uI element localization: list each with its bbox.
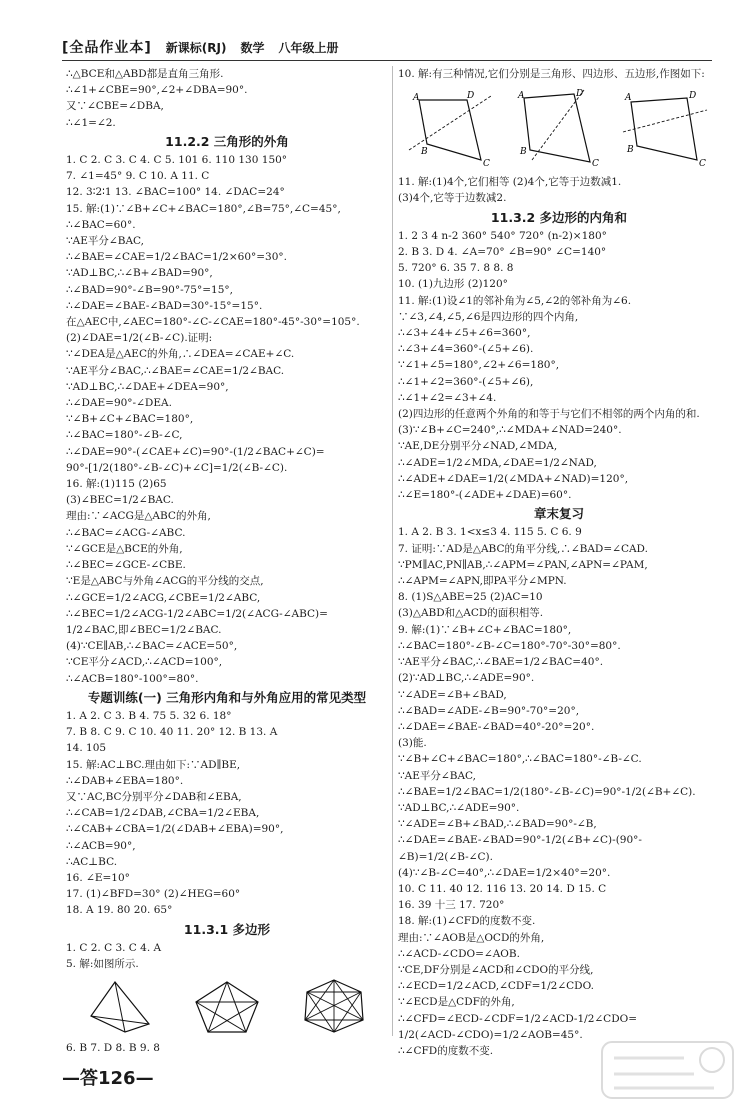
answer-line: ∴∠BAD=90°-∠B=90°-75°=15°, <box>66 283 233 296</box>
answer-line: 11. 解:(1)设∠1的邻补角为∠5,∠2的邻补角为∠6. <box>398 294 632 307</box>
answer-line: (3)∠BEC=1/2∠BAC. <box>66 494 174 507</box>
q11-block <box>398 174 720 206</box>
answer-line: ∴∠ACB=90°, <box>66 839 136 852</box>
answer-line: ∴∠DAE=90°-(∠CAE+∠C)=90°-(1/2∠BAC+∠C)= <box>66 445 325 458</box>
answer-line: 16. 39 十三 17. 720° <box>398 899 505 912</box>
answer-line: 1. A 2. B 3. 1<x≤3 4. 115 5. C 6. 9 <box>398 526 582 539</box>
answer-line: 理由:∵∠ACG是△ABC的外角, <box>66 510 211 523</box>
answer-line: 14. 105 <box>66 742 107 755</box>
answer-line: 5. 解:如图所示. <box>66 957 139 970</box>
answer-line: 9. 解:(1)∵∠B+∠C+∠BAC=180°, <box>398 623 572 636</box>
answer-line: ∴∠APM=∠APN,即PA平分∠MPN. <box>398 575 567 588</box>
answer-line: ∵∠DEA是△AEC的外角,∴∠DEA=∠CAE+∠C. <box>66 348 295 361</box>
label-b: B <box>519 147 527 158</box>
answer-line: ∵∠B+∠C+∠BAC=180°,∴∠BAC=180°-∠B-∠C. <box>398 753 642 766</box>
answer-line: 90°-[1/2(180°-∠B-∠C)+∠C]=1/2(∠B-∠C). <box>66 461 288 474</box>
pentagon-cut-diagram <box>621 88 711 168</box>
answer-line: ∴∠BAE=1/2∠BAC=1/2(180°-∠B-∠C)=90°-1/2(∠B+∠C). <box>398 785 696 798</box>
quadrilateral-cut-diagram <box>514 88 604 168</box>
answer-line: ∴∠GCE=1/2∠ACG,∠CBE=1/2∠ABC, <box>66 591 261 604</box>
label-b: B <box>420 147 428 158</box>
answer-line: ∵PM∥AC,PN∥AB,∴∠APM=∠PAN,∠APN=∠PAM, <box>398 558 648 571</box>
answer-line: ∴∠ACB=180°-100°=80°. <box>66 672 199 685</box>
right-column <box>398 66 720 1057</box>
label-a: A <box>625 93 632 104</box>
answer-line: 17. (1)∠BFD=30° (2)∠HEG=60° <box>66 888 241 901</box>
answer-line: (3)能. <box>398 737 427 750</box>
answer-line: ∵AD⊥BC,∴∠ADE=90°. <box>398 801 520 814</box>
answer-line: ∴∠BAC=180°-∠B-∠C=180°-70°-30°=80°. <box>398 639 621 652</box>
answer-line: 16. 解:(1)115 (2)65 <box>66 478 167 491</box>
answer-line: ∵CE,DF分别是∠ACD和∠CDO的平分线, <box>398 963 594 976</box>
answer-line: ∴∠DAE=∠BAE-∠BAD=40°-20°=20°. <box>398 720 595 733</box>
answer-line: 11. 解:(1)4个,它们相等 (2)4个,它等于边数减1. <box>398 176 622 189</box>
section-11-3-1-tail: 6. B 7. D 8. B 9. 8 <box>66 1042 160 1055</box>
answer-line: ∵AE平分∠BAC, <box>398 769 477 782</box>
answer-line: 理由:∵∠AOB是△OCD的外角, <box>398 931 545 944</box>
answer-line: 18. A 19. 80 20. 65° <box>66 904 173 917</box>
answer-line: ∴∠CFD=∠ECD-∠CDF=1/2∠ACD-1/2∠CDO= <box>398 1012 638 1025</box>
answer-line: 1/2(∠ACD-∠CDO)=1/2∠AOB=45°. <box>398 1028 583 1041</box>
section-11-2-2-answers <box>66 152 388 687</box>
running-header <box>62 36 702 58</box>
brand: [全品作业本] <box>62 40 152 56</box>
answer-line: (2)四边形的任意两个外角的和等于与它们不相邻的两个内角的和. <box>398 408 700 421</box>
section-title-11-2-2: 11.2.2 三角形的外角 <box>165 133 289 149</box>
pentagon-diagonals-diagram <box>192 978 262 1034</box>
label-d: D <box>689 91 697 102</box>
answer-line: (2)∵AD⊥BC,∴∠ADE=90°. <box>398 672 535 685</box>
answer-line: ∴∠1+∠2=360°-(∠5+∠6), <box>398 375 534 388</box>
answer-line: ∴∠DAB+∠EBA=180°. <box>66 774 184 787</box>
answer-line: ∵∠B+∠C+∠BAC=180°, <box>66 413 194 426</box>
cut-shapes-figure <box>398 88 720 168</box>
intro-block <box>66 66 388 131</box>
answer-line: ∵AE平分∠BAC, <box>66 235 145 248</box>
grade: 八年级上册 <box>278 40 339 55</box>
answer-line: (2)∠DAE=1/2(∠B-∠C).证明: <box>66 332 213 345</box>
answer-line: 15. 解:(1)∵∠B+∠C+∠BAC=180°,∠B=75°,∠C=45°, <box>66 202 341 215</box>
quadrilateral-diagonals-diagram <box>85 978 155 1034</box>
answer-line: 12. 3∶2∶1 13. ∠BAC=100° 14. ∠DAC=24° <box>66 186 285 199</box>
answer-line: ∵AE平分∠BAC,∴∠BAE=1/2∠BAC=40°. <box>398 656 604 669</box>
answer-line: ∴∠3+∠4+∠5+∠6=360°, <box>398 327 531 340</box>
answer-line: ∵AE,DE分别平分∠NAD,∠MDA, <box>398 440 558 453</box>
answer-line: ∴∠BAD=∠ADE-∠B=90°-70°=20°, <box>398 704 580 717</box>
section-11-3-2-answers <box>398 228 720 503</box>
answer-line: ∵∠GCE是△BCE的外角, <box>66 542 183 555</box>
answer-line: 5. 720° 6. 35 7. 8 8. 8 <box>398 262 514 275</box>
answer-line: ∴∠BAC=60°. <box>66 218 136 231</box>
answer-line: (3)∵∠B+∠C=240°,∴∠MDA+∠NAD=240°. <box>398 424 622 437</box>
header-rule <box>62 60 712 61</box>
answer-line: ∴∠3+∠4=360°-(∠5+∠6). <box>398 343 534 356</box>
page-number: —答126— <box>62 1068 154 1089</box>
answer-line: 7. ∠1=45° 9. C 10. A 11. C <box>66 170 210 183</box>
label-c: C <box>699 159 707 170</box>
polygon-diagonals-figure <box>66 978 388 1034</box>
answer-line: ∴AC⊥BC. <box>66 855 118 868</box>
answer-line: 2. B 3. D 4. ∠A=70° ∠B=90° ∠C=140° <box>398 246 607 259</box>
answer-line: 1/2∠BAC,即∠BEC=1/2∠BAC. <box>66 623 222 636</box>
answer-line: ∴∠BAC=180°-∠B-∠C, <box>66 429 183 442</box>
section-title-special-training: 专题训练(一) 三角形内角和与外角应用的常见类型 <box>87 689 367 705</box>
label-d: D <box>575 89 584 100</box>
answer-line: ∵∠ADE=∠B+∠BAD,∴∠BAD=90°-∠B, <box>398 818 597 831</box>
answer-line: 8. (1)S△ABE=25 (2)AC=10 <box>398 591 543 604</box>
answer-line: ∵CE平分∠ACD,∴∠ACD=100°, <box>66 656 223 669</box>
answer-line: ∵E是△ABC与外角∠ACG的平分线的交点, <box>66 575 264 588</box>
section-title-11-3-1: 11.3.1 多边形 <box>183 921 271 937</box>
subject: 数学 <box>240 40 265 55</box>
hexagon-diagonals-diagram <box>299 978 369 1034</box>
answer-line: ∴∠ADE=1/2∠MDA,∠DAE=1/2∠NAD, <box>398 456 597 469</box>
label-d: D <box>466 91 474 102</box>
answer-line: (3)△ABD和△ACD的面积相等. <box>398 607 544 620</box>
answer-line: 10. (1)九边形 (2)120° <box>398 278 508 291</box>
answer-line: ∵∠1+∠5=180°,∠2+∠6=180°, <box>398 359 560 372</box>
answer-line: ∴∠ECD=1/2∠ACD,∠CDF=1/2∠CDO. <box>398 980 594 993</box>
answer-line: 1. 2 3 4 n-2 360° 540° 720° (n-2)×180° <box>398 229 607 242</box>
answer-line: ∴∠ADE+∠DAE=1/2(∠MDA+∠NAD)=120°, <box>398 472 629 485</box>
label-c: C <box>591 159 599 170</box>
answer-line: ∴∠CAB=1/2∠DAB,∠CBA=1/2∠EBA, <box>66 807 260 820</box>
column-divider <box>392 66 393 1036</box>
answer-line: ∵AD⊥BC,∴∠B+∠BAD=90°, <box>66 267 213 280</box>
answer-line: ∴∠BAC=∠ACG-∠ABC. <box>66 526 186 539</box>
answer-line: ∴∠1+∠2=∠3+∠4. <box>398 391 497 404</box>
answer-line: ∴∠DAE=90°-∠DEA. <box>66 397 172 410</box>
watermark-logo <box>600 1040 735 1100</box>
answer-line: ∴∠BAE=∠CAE=1/2∠BAC=1/2×60°=30°. <box>66 251 287 264</box>
answer-line: 10. C 11. 40 12. 116 13. 20 14. D 15. C <box>398 882 607 895</box>
answer-line: ∴∠BEC=1/2∠ACG-1/2∠ABC=1/2(∠ACG-∠ABC)= <box>66 607 328 620</box>
answer-line: ∴∠ACD-∠CDO=∠AOB. <box>398 947 520 960</box>
left-column <box>66 66 388 1055</box>
answer-line: 1. A 2. C 3. B 4. 75 5. 32 6. 18° <box>66 709 232 722</box>
answer-line: ∴∠E=180°-(∠ADE+∠DAE)=60°. <box>398 489 572 502</box>
answer-line: (3)4个,它等于边数减2. <box>398 192 507 205</box>
answer-line: 16. ∠E=10° <box>66 871 130 884</box>
answer-line: ∵∠ADE=∠B+∠BAD, <box>398 688 507 701</box>
answer-line: ∴∠CFD的度数不变. <box>398 1044 494 1057</box>
answer-line: (4)∵CE∥AB,∴∠BAC=∠ACE=50°, <box>66 640 238 653</box>
chapter-review-answers <box>398 524 720 1059</box>
section-title-chapter-review: 章末复习 <box>533 506 584 522</box>
answer-line: 15. 解:AC⊥BC.理由如下:∵AD∥BE, <box>66 758 241 771</box>
triangle-cut-diagram <box>407 88 497 168</box>
label-a: A <box>517 91 525 102</box>
answer-line: ∴∠DAE=∠BAE-∠BAD=90°-1/2(∠B+∠C)-(90°- <box>398 834 642 847</box>
answer-line: (4)∵∠B-∠C=40°,∴∠DAE=1/2×40°=20°. <box>398 866 611 879</box>
answer-line: 7. B 8. C 9. C 10. 40 11. 20° 12. B 13. A <box>66 726 278 739</box>
answer-line: ∴∠1=∠2. <box>66 116 116 129</box>
answer-line: 1. C 2. C 3. C 4. C 5. 101 6. 110 130 150° <box>66 154 288 167</box>
label-c: C <box>482 159 490 170</box>
q10-block <box>398 66 720 82</box>
answer-line: 18. 解:(1)∠CFD的度数不变. <box>398 915 536 928</box>
answer-line: 7. 证明:∵AD是△ABC的角平分线,∴∠BAD=∠CAD. <box>398 542 648 555</box>
answer-line: ∴∠1+∠CBE=90°,∠2+∠DBA=90°. <box>66 84 248 97</box>
answer-line: ∵∠3,∠4,∠5,∠6是四边形的四个内角, <box>398 310 579 323</box>
section-title-11-3-2: 11.3.2 多边形的内角和 <box>490 209 628 225</box>
answer-line: 1. C 2. C 3. C 4. A <box>66 941 162 954</box>
edition: 新课标(RJ) <box>165 40 227 55</box>
answer-line: ∴∠CAB+∠CBA=1/2(∠DAB+∠EBA)=90°, <box>66 823 284 836</box>
answer-line: ∴∠DAE=∠BAE-∠BAD=30°-15°=15°. <box>66 299 263 312</box>
answer-line: ∠B)=1/2(∠B-∠C). <box>398 850 493 863</box>
special-training-answers <box>66 708 388 919</box>
answer-line: ∴∠BEC=∠GCE-∠CBE. <box>66 559 186 572</box>
label-b: B <box>627 145 634 156</box>
answer-line: ∵AD⊥BC,∴∠DAE+∠DEA=90°, <box>66 380 229 393</box>
answer-line: ∵∠ECD是△CDF的外角, <box>398 996 515 1009</box>
answer-line: 在△AEC中,∠AEC=180°-∠C-∠CAE=180°-45°-30°=105°. <box>66 316 360 329</box>
answer-line: 又∵∠CBE=∠DBA, <box>66 100 164 113</box>
label-a: A <box>412 93 420 104</box>
section-11-3-1-answers <box>66 940 388 972</box>
answer-line: 10. 解:有三种情况,它们分别是三角形、四边形、五边形,作图如下: <box>398 68 705 80</box>
answer-line: ∵AE平分∠BAC,∴∠BAE=∠CAE=1/2∠BAC. <box>66 364 285 377</box>
answer-line: ∴△BCE和△ABD都是直角三角形. <box>66 68 224 80</box>
answer-line: 又∵AC,BC分别平分∠DAB和∠EBA, <box>66 790 242 803</box>
